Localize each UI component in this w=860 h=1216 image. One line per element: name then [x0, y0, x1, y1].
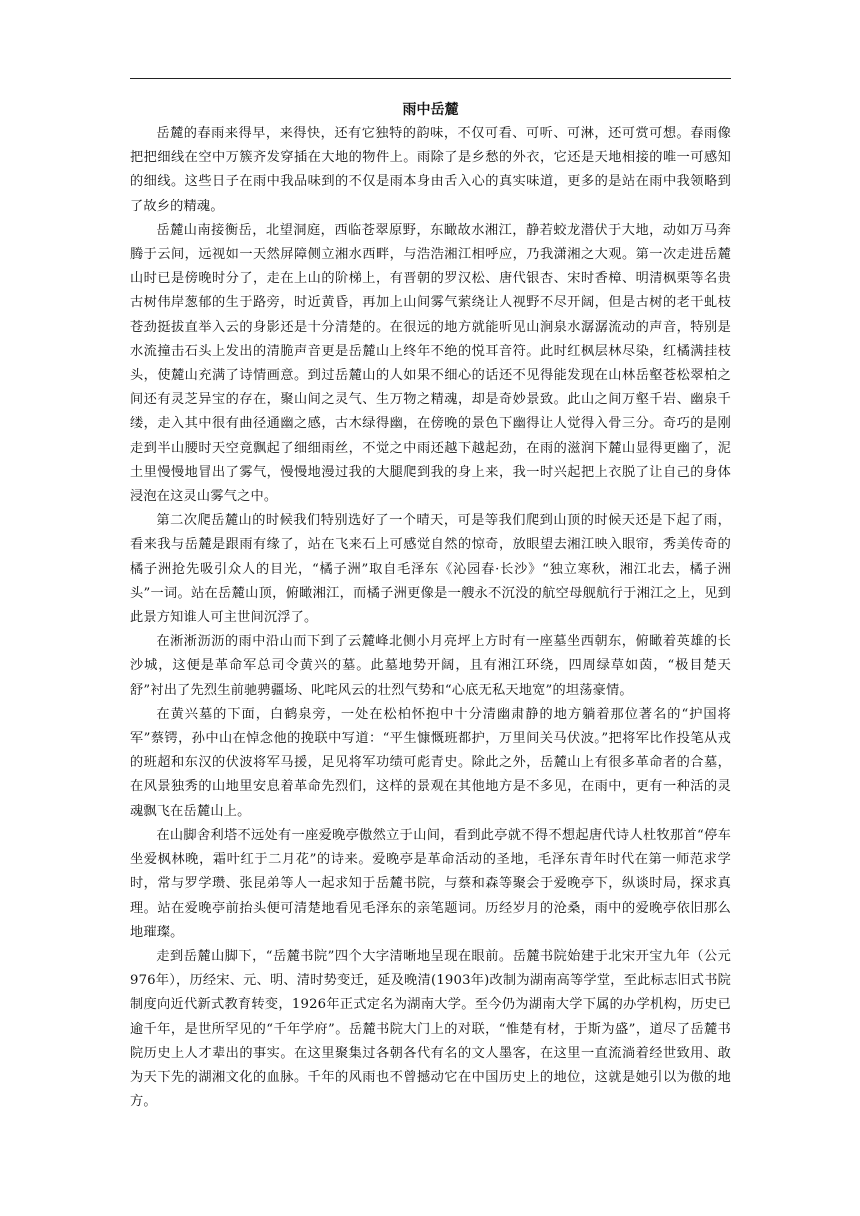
article-body — [130, 100, 731, 1114]
header-rule — [130, 78, 731, 79]
paragraph-5: 在黄兴墓的下面，白鹤泉旁，一处在松柏怀抱中十分清幽肃静的地方躺着那位著名的“护国将军”蔡锷，孙中山在悼念他的挽联中写道：“平生慷慨班都护，万里间关马伏波。”把将军比作投笔从戎的班超和东汉的伏波将军马援，足见将军功绩可彪青史。除此之外，岳麓山上有很多革命者的合墓，在风景独秀的山地里安息着革命先烈们，这样的景观在其他地方是不多见，在雨中，更有一种活的灵魂飘飞在岳麓山上。 — [130, 706, 731, 819]
article-title: 雨中岳麓 — [402, 102, 459, 118]
paragraph-3: 第二次爬岳麓山的时候我们特别选好了一个晴天，可是等我们爬到山顶的时候天还是下起了雨，看来我与岳麓是跟雨有缘了，站在飞来石上可感觉自然的惊奇，放眼望去湘江映入眼帘，秀美传奇的橘子洲抢先吸引众人的目光，“橘子洲”取自毛泽东《沁园春·长沙》“独立寒秋，湘江北去，橘子洲头”一词。站在岳麓山顶，俯瞰湘江，而橘子洲更像是一艘永不沉没的航空母舰航行于湘江之上，见到此景方知谁人可主世间沉浮了。 — [130, 513, 731, 626]
paragraph-1: 岳麓的春雨来得早，来得快，还有它独特的韵味，不仅可看、可听、可淋，还可赏可想。春雨像把把细线在空中万簇齐发穿插在大地的物件上。雨除了是乡愁的外衣，它还是天地相接的唯一可感知的细线。这些日子在雨中我品味到的不仅是雨本身由舌入心的真实味道，更多的是站在雨中我领略到了故乡的精魂。 — [130, 126, 731, 214]
paragraph-4: 在淅淅沥沥的雨中沿山而下到了云麓峰北侧小月亮坪上方时有一座墓坐西朝东，俯瞰着英雄的长沙城，这便是革命军总司令黄兴的墓。此墓地势开阔，且有湘江环绕，四周绿草如茵，“极目楚天舒”衬出了先烈生前驰骋疆场、叱咤风云的壮烈气势和“心底无私天地宽”的坦荡豪情。 — [130, 634, 731, 698]
paragraph-7: 走到岳麓山脚下，“岳麓书院”四个大字清晰地呈现在眼前。岳麓书院始建于北宋开宝九年（公元976年），历经宋、元、明、清时势变迁，延及晚清(1903年)改制为湖南高等学堂，至此标志旧式书院制度向近代新式教育转变，1926年正式定名为湖南大学。至今仍为湖南大学下属的办学机构，历史已逾千年，是世所罕见的“千年学府”。岳麓书院大门上的对联，“惟楚有材，于斯为盛”，道尽了岳麓书院历史上人才辈出的事实。在这里聚集过各朝各代有名的文人墨客，在这里一直流淌着经世致用、敢为天下先的湖湘文化的血脉。千年的风雨也不曾撼动它在中国历史上的地位，这就是她引以为傲的地方。 — [130, 948, 731, 1110]
paragraph-2: 岳麓山南接衡岳，北望洞庭，西临苍翠原野，东瞰故水湘江，静若蛟龙潜伏于大地，动如万马奔腾于云间，远视如一天然屏障侧立湘水西畔，与浩浩湘江相呼应，乃我潇湘之大观。第一次走进岳麓山时已是傍晚时分了，走在上山的阶梯上，有晋朝的罗汉松、唐代银杏、宋时香樟、明清枫栗等名贵古树伟岸葱郁的生于路旁，时近黄昏，再加上山间雾气萦绕让人视野不尽开阔，但是古树的老干虬枝苍劲挺拔直举入云的身影还是十分清楚的。在很远的地方就能听见山涧泉水潺潺流动的声音，特别是水流撞击石头上发出的清脆声音更是岳麓山上终年不绝的悦耳音符。此时红枫层林尽染，红橘满挂枝头，使麓山充满了诗情画意。到过岳麓山的人如果不细心的话还不见得能发现在山林岳壑苍松翠柏之间还有灵芝异宝的存在，聚山间之灵气、生万物之精魂，却是奇妙景致。此山之间万壑千岩、幽泉千缕，走入其中很有曲径通幽之感，古木绿得幽，在傍晚的景色下幽得让人觉得入骨三分。奇巧的是刚走到半山腰时天空竟飘起了细细雨丝，不觉之中雨还越下越起劲，在雨的滋润下麓山显得更幽了，泥土里慢慢地冒出了雾气，慢慢地漫过我的大腿爬到我的身上来，我一时兴起把上衣脱了让自己的身体浸泡在这灵山雾气之中。 — [130, 222, 731, 505]
paragraph-6: 在山脚舍利塔不远处有一座爱晚亭傲然立于山间，看到此亭就不得不想起唐代诗人杜牧那首“停车坐爱枫林晚，霜叶红于二月花”的诗来。爱晚亭是革命活动的圣地，毛泽东青年时代在第一师范求学时，常与罗学瓒、张昆弟等人一起求知于岳麓书院，与蔡和森等聚会于爱晚亭下，纵谈时局，探求真理。站在爱晚亭前抬头便可清楚地看见毛泽东的亲笔题词。历经岁月的沧桑，雨中的爱晚亭依旧那么地璀璨。 — [130, 827, 731, 940]
